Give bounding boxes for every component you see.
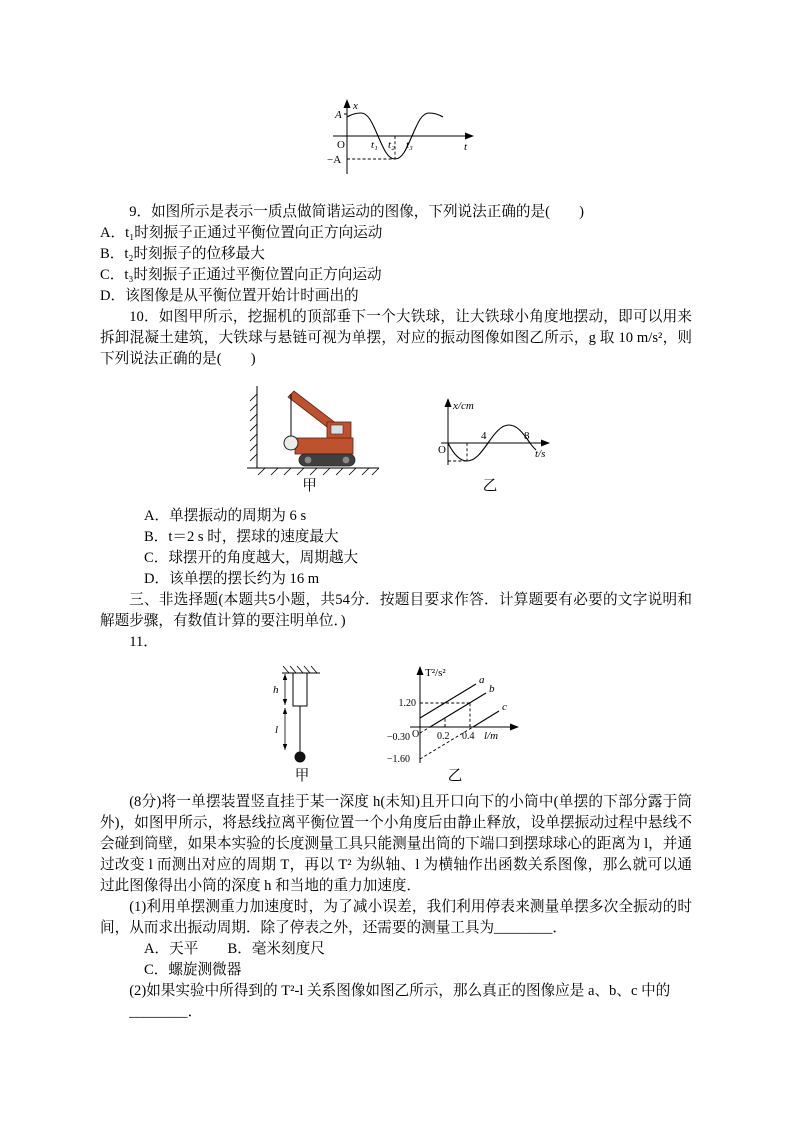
q9-options [100,223,692,307]
section3-heading: 三、非选择题(本题共5小题，共54分．按题目要求作答．计算题要有必要的文字说明和解题步骤，有数值计算的要注明单位．) [100,592,692,629]
y-axis-label: x [352,100,358,112]
q9-option-a: A．t₁时刻振子正通过平衡位置向正方向运动 [100,225,383,241]
h-label: h [273,684,279,696]
figure-q10 [100,380,692,496]
pendulum-bob [295,752,306,763]
x-axis-label: t/s [534,448,545,460]
t2-label: t₂ [387,139,395,151]
figure-q11 [100,661,692,786]
q9-option-b: B．t₂时刻振子的位移最大 [100,246,265,262]
y-value-neg030: −0.30 [386,732,410,743]
y-axis-arrow-icon [343,99,350,108]
y-axis-arrow-icon [444,398,451,407]
t3-label: t₃ [405,139,413,151]
q11-figure-yi [380,663,530,786]
track-wheel-right [342,457,349,464]
q9-stem: 9．如图所示是表示一质点做简谐运动的图像，下列说法正确的是( ) [129,204,585,220]
q11-body: (8分)将一单摆装置竖直挂于某一深度 h(未知)且开口向下的小筒中(单摆的下部分露于筒外)，如图甲所示，将悬线拉离平衡位置一个小角度后由静止释放，设单摆振动过程中悬线不会碰到筒壁，如果本实验的长度测量工具只能测量出筒的下端口到摆球球心的距离为 l，并通过改变 l 而测出对应的周期 T，再以 T² 为纵轴、l 为横轴作出函数关系图像，那么就可以通过此图像得出小筒的深度 h 和当地的重力加速度． [100,794,692,894]
q11-figure-yi-caption: 乙 [447,768,463,784]
origin-label: O [437,444,446,456]
amplitude-pos-label: A [334,109,342,121]
x-value-04: 0.4 [462,731,475,742]
line-a-label: a [479,674,485,686]
x-axis-arrow-icon [510,724,519,731]
q10-stem: 10．如图甲所示，挖掘机的顶部垂下一个大铁球，让大铁球小角度地摆动，即可以用来拆卸混凝土建筑，大铁球与悬链可视为单摆，对应的振动图像如图乙所示，g 取 10 m/s²，则下列说法正确的是( ) [100,309,692,367]
tube [293,673,307,706]
q11-number: 11． [129,634,158,650]
wrecking-ball [284,436,298,450]
excavator-pendulum-drawing [235,380,385,477]
q10-option-d: D．该单摆的摆长约为 16 m [144,571,320,587]
y-value-120: 1.20 [398,698,416,709]
line-c-label: c [502,701,507,713]
l-arrow-up-icon [283,708,287,714]
h-arrow-up-icon [283,674,287,680]
q10-figure-jia-caption: 甲 [302,478,317,494]
amplitude-neg-label: −A [326,154,341,166]
q9-option-c: C．t₃时刻振子正通过平衡位置向正方向运动 [100,267,382,283]
q10-option-b: B．t＝2 s 时，摆球的速度最大 [144,529,339,545]
line-a [420,684,476,718]
q11-sub2: (2)如果实验中所得到的 T²-l 关系图像如图乙所示，那么真正的图像应是 a、b、c 中的 [129,983,671,999]
pendulum-vibration-graph [423,395,558,477]
tick-8-label: 8 [523,430,529,442]
q10-option-a: A．单摆振动的周期为 6 s [144,508,307,524]
line-b [430,693,486,727]
q10-options [100,506,692,590]
q11-sub1: (1)利用单摆测重力加速度时，为了减小误差，我们利用停表来测量单摆多次全振动的时间，从而求出振动周期．除了停表之外，还需要的测量工具为________． [100,899,692,936]
x-value-02: 0.2 [437,731,450,742]
q11-sub1-option-c: C．螺旋测微器 [144,962,242,978]
line-c [473,711,499,727]
y-axis-arrow-icon [417,666,424,675]
y-axis-label: T²/s² [425,667,446,679]
q9-option-d: D．该图像是从平衡位置开始计时画出的 [100,288,359,304]
origin-label: O [336,139,345,151]
q10-figure-yi [423,395,558,496]
ground-hatching [258,468,379,475]
excavator-body [295,438,353,454]
h-arrow-down-icon [283,699,287,705]
l-arrow-down-icon [283,744,287,750]
q10-option-c: C．球摆开的角度越大，周期越大 [144,550,359,566]
x-axis-label: t [463,141,467,153]
line-b-label: b [489,683,495,695]
q11-sub1-options-ab: A．天平 B．毫米刻度尺 [144,941,325,957]
q10-figure-jia [235,380,385,496]
q11-sub2-blank: ________． [129,1004,203,1020]
q11-figure-jia-caption: 甲 [294,768,310,784]
dashed-guides [420,703,470,727]
excavator-window [331,425,343,434]
tick-4-label: 4 [480,430,486,442]
x-axis-label: l/m [484,730,499,742]
q11-figure-jia [262,661,342,786]
q9-displacement-time-graph [309,96,484,188]
pendulum-in-tube-drawing [262,661,342,767]
dashed-guides [448,443,467,461]
figure-q9 [100,96,692,188]
y-value-neg160: −1.60 [386,754,410,765]
ceiling-hatching [283,666,317,673]
y-axis-label: x/cm [452,400,474,412]
line-b-dashed-extension [420,727,430,733]
q10-figure-yi-caption: 乙 [482,478,498,494]
track-wheel-left [304,457,311,464]
l-label: l [275,724,279,736]
t1-label: t₁ [370,139,378,151]
x-axis-arrow-icon [465,133,474,140]
x-axis-arrow-icon [541,440,550,447]
wall-hatching [250,394,257,461]
t2-l-graph [380,663,530,767]
origin-label: O [412,729,420,740]
